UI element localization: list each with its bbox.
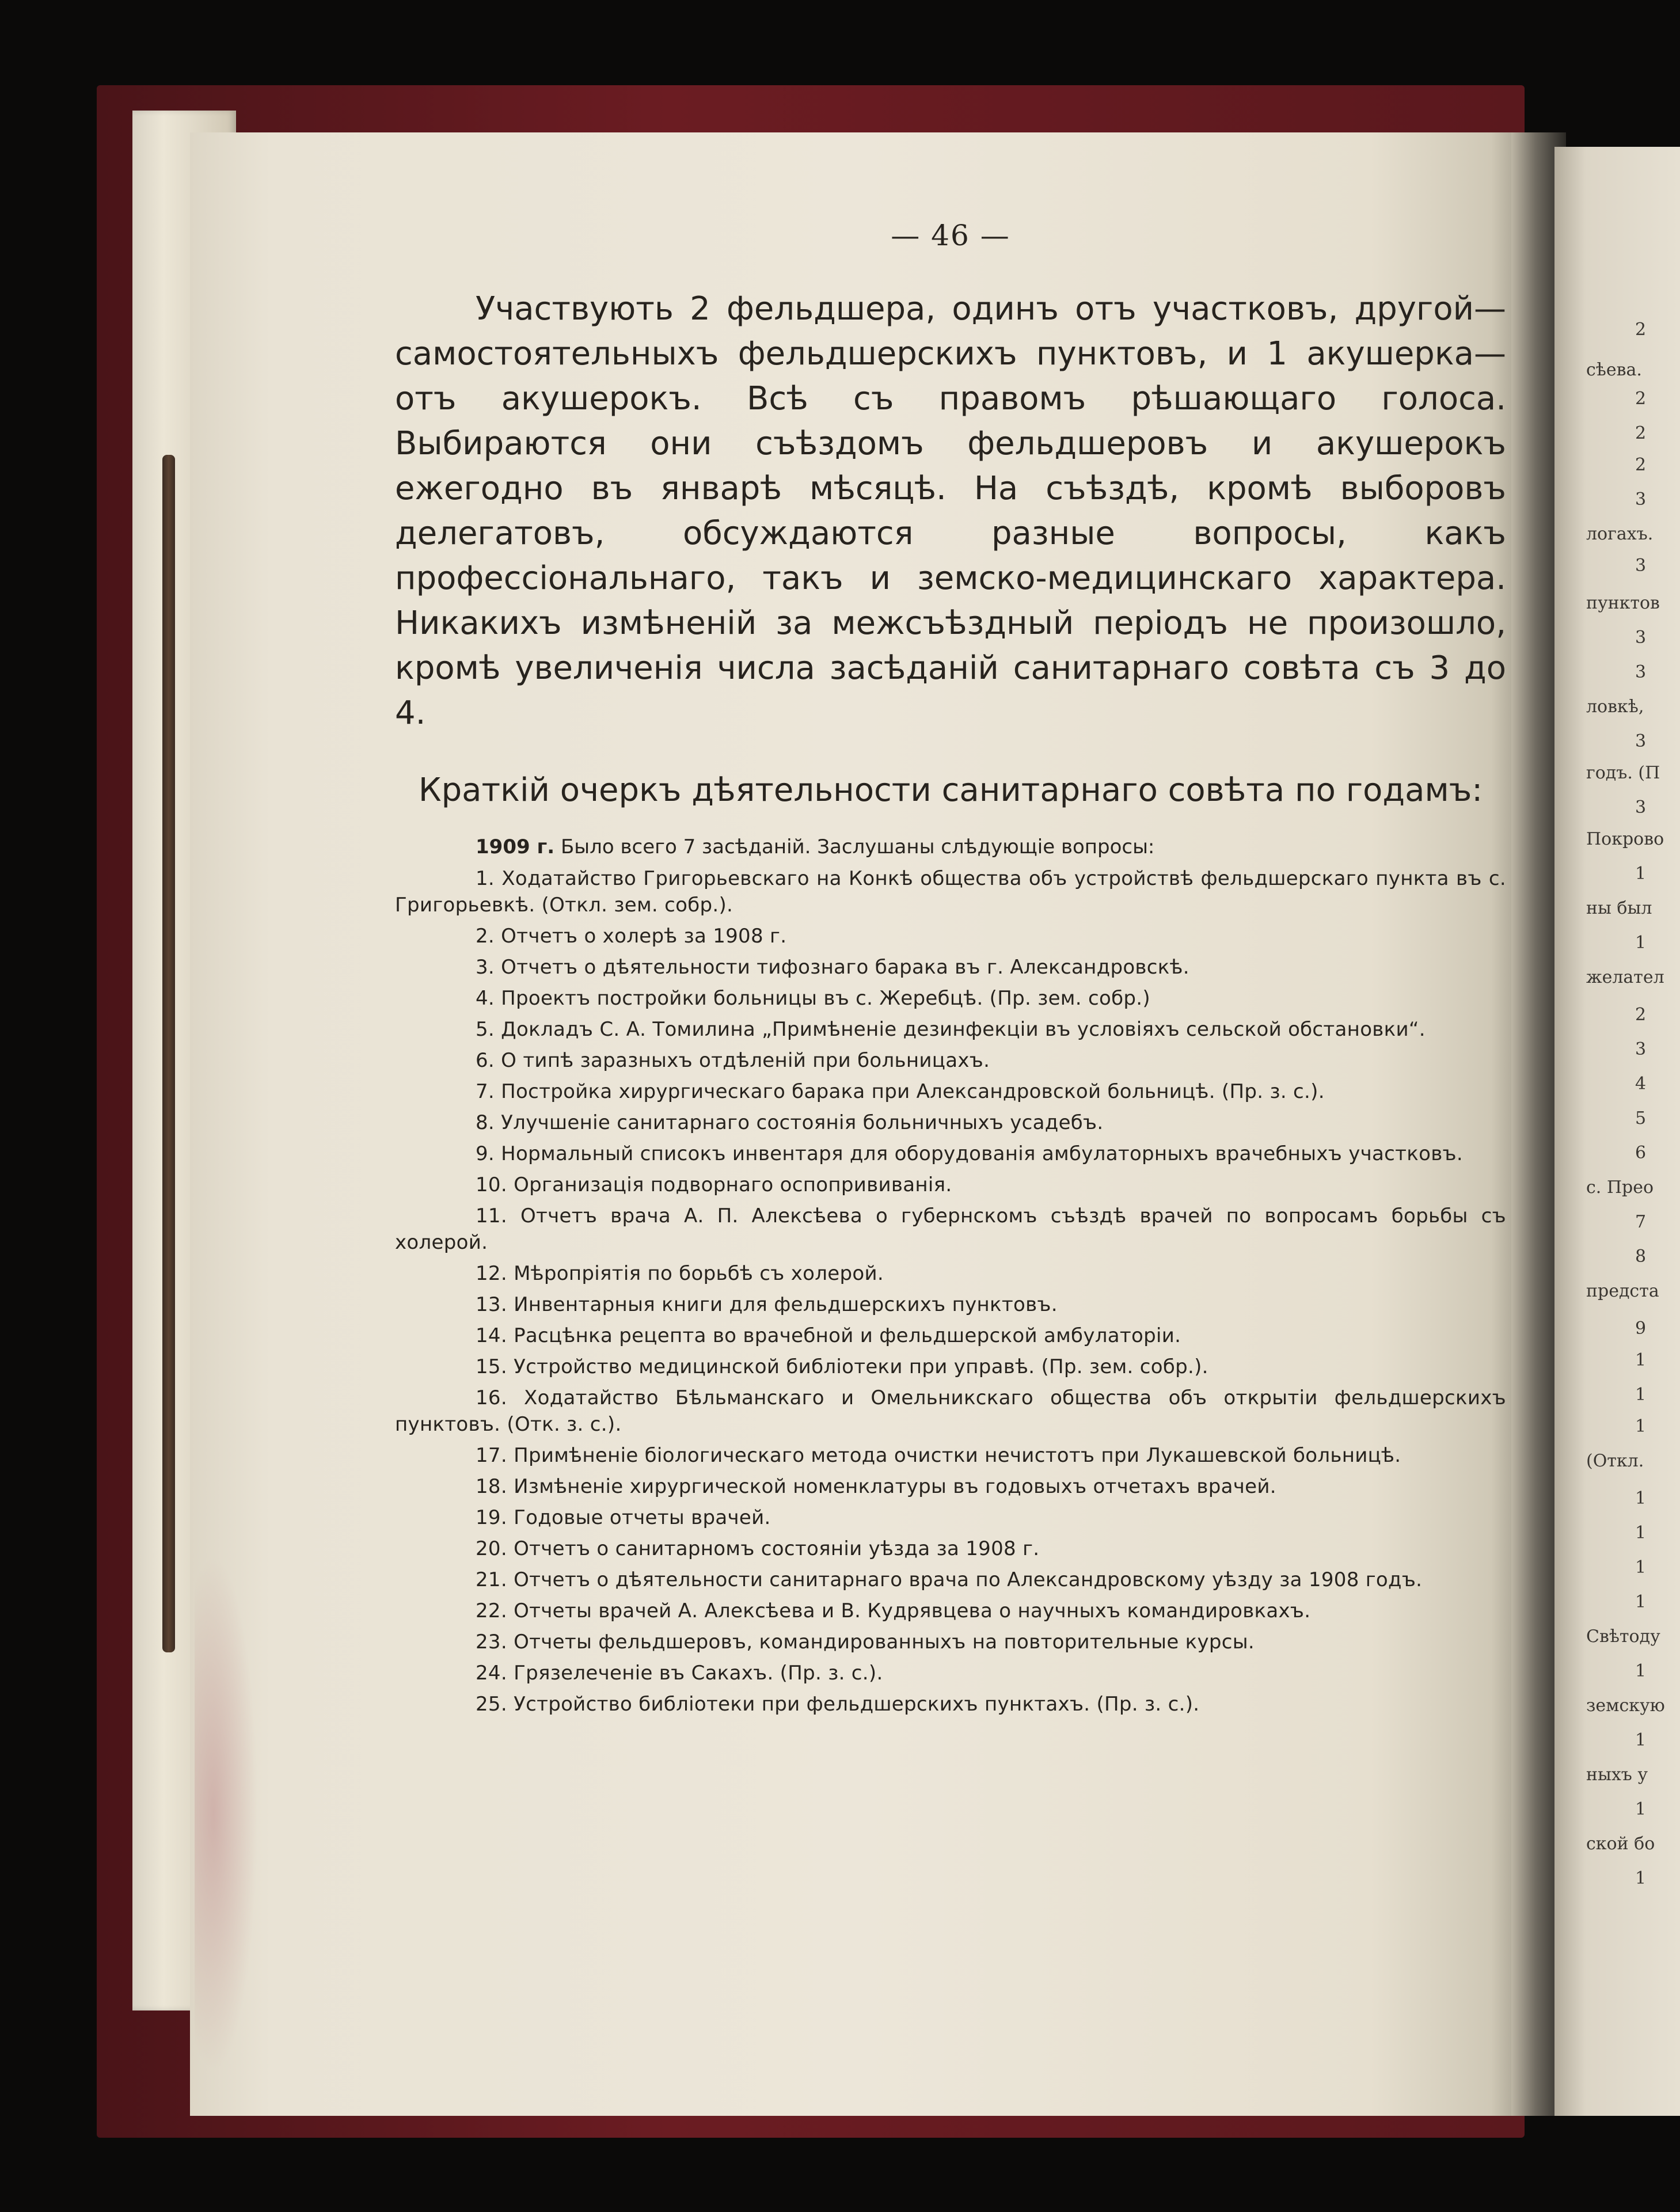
agenda-item: 4. Проектъ постройки больницы въ с. Жеребцѣ. (Пр. зем. собр.) <box>476 987 1150 1010</box>
facing-page-fragment: предста <box>1586 1281 1659 1301</box>
agenda-item: 19. Годовые отчеты врачей. <box>476 1506 771 1529</box>
facing-page-fragment: 1 <box>1635 1488 1647 1508</box>
facing-page-fragment: 1 <box>1635 864 1647 884</box>
agenda-item: 2. Отчетъ о холерѣ за 1908 г. <box>476 925 787 948</box>
year-label: 1909 г. <box>476 835 555 858</box>
facing-page-fragment: 3 <box>1635 1039 1647 1059</box>
agenda-item: 22. Отчеты врачей А. Алексѣева и В. Кудрявцева о научныхъ командировкахъ. <box>476 1599 1311 1622</box>
facing-page-fragment: 3 <box>1635 489 1647 510</box>
agenda-item: 6. О типѣ заразныхъ отдѣленiй при больницахъ. <box>476 1049 990 1072</box>
agenda-list <box>395 865 1506 1717</box>
facing-page-fragment: 9 <box>1635 1318 1647 1339</box>
facing-page-fragment: 4 <box>1635 1074 1647 1094</box>
agenda-item: 12. Мѣропрiятiя по борьбѣ съ холерой. <box>476 1262 884 1285</box>
agenda-item: 20. Отчетъ о санитарномъ состоянiи уѣзда за 1908 г. <box>476 1537 1040 1560</box>
facing-page-fragment: 1 <box>1635 1730 1647 1750</box>
agenda-item: 7. Постройка хирургическаго барака при Александровской больницѣ. (Пр. з. с.). <box>476 1080 1325 1103</box>
facing-page-fragment: 3 <box>1635 731 1647 751</box>
facing-page-fragment: 1 <box>1635 1868 1647 1888</box>
facing-page-fragment: ны был <box>1586 898 1652 918</box>
binding-strip <box>162 455 175 1652</box>
page-content <box>395 219 1506 1722</box>
section-heading: Краткiй очеркъ дѣятельности санитарнаго совѣта по годамъ: <box>418 771 1483 809</box>
agenda-item: 8. Улучшенiе санитарнаго состоянiя больничныхъ усадебъ. <box>476 1111 1104 1134</box>
facing-page-fragment: Свѣтоду <box>1586 1626 1660 1647</box>
facing-page-fragment: земскую <box>1586 1696 1665 1716</box>
agenda-item: 1. Ходатайство Григорьевскаго на Конкѣ общества объ устройствѣ фельдшерскаго пункта въ с. Григорьевкѣ. (Откл. зем. собр.). <box>395 867 1506 917</box>
facing-page-fragment: 2 <box>1635 389 1647 409</box>
facing-page-fragment: 3 <box>1635 797 1647 818</box>
agenda-item: 17. Примѣненiе бiологическаго метода очистки нечистотъ при Лукашевской больницѣ. <box>476 1444 1401 1467</box>
agenda-item: 24. Грязелеченiе въ Сакахъ. (Пр. з. с.). <box>476 1662 883 1685</box>
agenda-item: 14. Расцѣнка рецепта во врачебной и фельдшерской амбулаторiи. <box>476 1324 1181 1347</box>
facing-page-fragment: 2 <box>1635 455 1647 475</box>
facing-page-fragment: ской бо <box>1586 1834 1655 1854</box>
facing-page-fragment: (Откл. <box>1586 1451 1644 1471</box>
page-stain <box>195 1555 258 2073</box>
facing-page-fragment: Покрово <box>1586 829 1664 849</box>
facing-page-fragment: 1 <box>1635 1799 1647 1819</box>
facing-page-fragment: годъ. (П <box>1586 763 1660 783</box>
facing-page-fragment: 1 <box>1635 1350 1647 1370</box>
facing-page-fragment: 6 <box>1635 1143 1647 1163</box>
facing-page-fragment: 7 <box>1635 1212 1647 1232</box>
facing-page-fragment: пунктов <box>1586 593 1660 613</box>
facing-page-fragment: сѣева. <box>1586 360 1642 380</box>
agenda-item: 21. Отчетъ о дѣятельности санитарнаго врача по Александровскому уѣзду за 1908 годъ. <box>476 1568 1423 1591</box>
facing-page-fragment: желател <box>1586 967 1664 987</box>
facing-page-fragment: ныхъ у <box>1586 1765 1648 1785</box>
agenda-item: 5. Докладъ С. А. Томилина „Примѣненiе дезинфекцiи въ условiяхъ сельской обстановки“. <box>476 1018 1426 1041</box>
facing-page-fragment: 2 <box>1635 1005 1647 1025</box>
facing-page-fragment: ловкѣ, <box>1586 697 1644 717</box>
facing-page-fragment: 1 <box>1635 1416 1647 1436</box>
facing-page-fragment: 8 <box>1635 1246 1647 1267</box>
intro-text: Участвують 2 фельдшера, одинъ отъ участковъ, другой—самостоятельныхъ фельдшерскихъ пунктовъ, и 1 акушерка—отъ акушерокъ. Всѣ съ правомъ рѣшающаго голоса. Выбираются они съѣздомъ фельдшеровъ и акушерокъ ежегодно въ январѣ мѣсяцѣ. На съѣздѣ, кромѣ выборовъ делегатовъ, обсуждаются разные вопросы, какъ профессiональнаго, такъ и земско-медицинскаго характера. Никакихъ измѣненiй за межсъѣздный перiодъ не произошло, кромѣ увеличенiя числа засѣданiй санитарнаго совѣта съ 3 до 4. <box>395 290 1506 732</box>
facing-page-fragment: 3 <box>1635 628 1647 648</box>
agenda-item: 16. Ходатайство Бѣльманскаго и Омельникскаго общества объ открытiи фельдшерскихъ пунктовъ. (Отк. з. с.). <box>395 1386 1506 1436</box>
facing-page-fragment: 1 <box>1635 1661 1647 1681</box>
year-text: Было всего 7 засѣданiй. Заслушаны слѣдующiе вопросы: <box>560 835 1155 858</box>
facing-page-fragment: 5 <box>1635 1108 1647 1128</box>
page-number: — 46 — <box>891 219 1010 252</box>
facing-page-fragment: 2 <box>1635 423 1647 443</box>
agenda-item: 13. Инвентарныя книги для фельдшерскихъ пунктовъ. <box>476 1293 1058 1316</box>
agenda-item: 10. Организацiя подворнаго оспопрививанiя. <box>476 1173 952 1196</box>
agenda-item: 15. Устройство медицинской библiотеки при управѣ. (Пр. зем. собр.). <box>476 1355 1208 1378</box>
year-entry <box>395 833 1506 861</box>
facing-page-fragment: 1 <box>1635 1385 1647 1405</box>
agenda-item: 18. Измѣненiе хирургической номенклатуры въ годовыхъ отчетахъ врачей. <box>476 1475 1276 1498</box>
facing-page-fragment: с. Прео <box>1586 1177 1654 1198</box>
agenda-item: 25. Устройство библiотеки при фельдшерскихъ пунктахъ. (Пр. з. с.). <box>476 1693 1200 1716</box>
agenda-item: 3. Отчетъ о дѣятельности тифознаго барака въ г. Александровскѣ. <box>476 956 1189 979</box>
agenda-item: 23. Отчеты фельдшеровъ, командированныхъ на повторительные курсы. <box>476 1631 1255 1654</box>
facing-page-fragment: логахъ. <box>1586 524 1654 544</box>
agenda-item: 9. Нормальный списокъ инвентаря для оборудованiя амбулаторныхъ врачебныхъ участковъ. <box>476 1142 1463 1165</box>
facing-page-fragment: 1 <box>1635 1557 1647 1578</box>
facing-page-fragment: 2 <box>1635 320 1647 340</box>
facing-page-fragment: 1 <box>1635 1523 1647 1543</box>
intro-paragraph <box>395 287 1506 736</box>
facing-page-fragment: 3 <box>1635 556 1647 576</box>
facing-page-fragment: 1 <box>1635 933 1647 953</box>
facing-page-fragment: 3 <box>1635 662 1647 682</box>
facing-page-fragment: 1 <box>1635 1592 1647 1612</box>
agenda-item: 11. Отчетъ врача А. П. Алексѣева о губернскомъ съѣздѣ врачей по вопросамъ борьбы съ холерой. <box>395 1204 1506 1254</box>
